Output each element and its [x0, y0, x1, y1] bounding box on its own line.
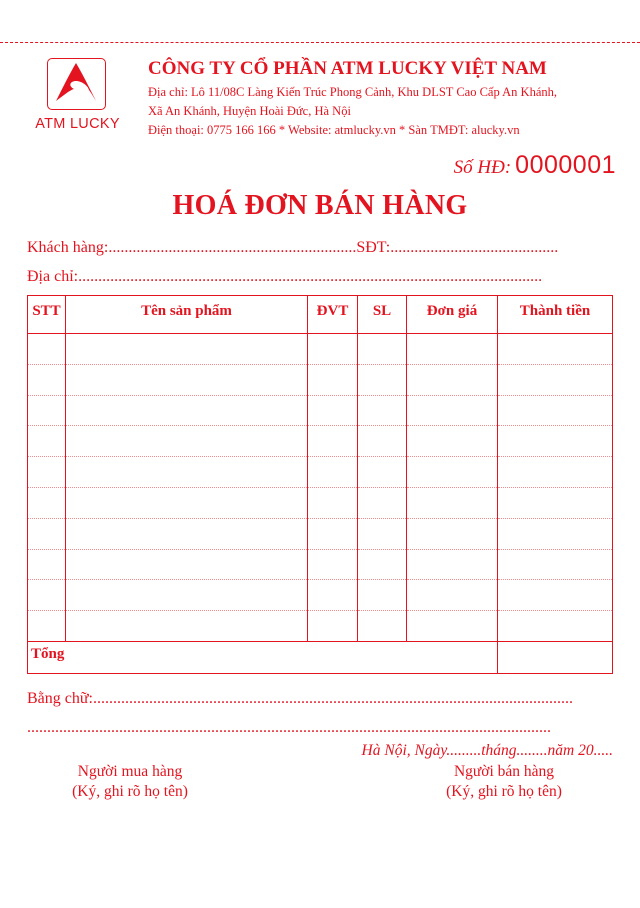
cell-quantity[interactable] — [358, 364, 407, 395]
cell-quantity[interactable] — [358, 426, 407, 457]
cell-unit[interactable] — [308, 364, 358, 395]
cell-stt[interactable] — [28, 364, 66, 395]
table-row — [28, 395, 613, 426]
cell-stt[interactable] — [28, 457, 66, 488]
customer-address-label: Địa chỉ: — [27, 268, 79, 285]
column-header-unit: ĐVT — [308, 296, 358, 334]
cell-product-name[interactable] — [66, 364, 308, 395]
cell-stt[interactable] — [28, 395, 66, 426]
cell-quantity[interactable] — [358, 334, 407, 365]
company-name: CÔNG TY CỔ PHẦN ATM LUCKY VIỆT NAM — [148, 58, 547, 79]
company-logo — [47, 58, 106, 110]
cell-stt[interactable] — [28, 334, 66, 365]
cell-amount[interactable] — [498, 395, 613, 426]
invoice-number — [454, 151, 616, 180]
customer-name-blank[interactable]: .............................................................. — [108, 239, 357, 256]
column-header-amount: Thành tiền — [498, 296, 613, 334]
cell-product-name[interactable] — [66, 611, 308, 642]
cell-unit-price[interactable] — [407, 334, 498, 365]
column-header-quantity: SL — [358, 296, 407, 334]
cell-stt[interactable] — [28, 487, 66, 518]
cell-product-name[interactable] — [66, 518, 308, 549]
amount-in-words-line-2[interactable] — [27, 719, 612, 737]
invoice-title: HOÁ ĐƠN BÁN HÀNG — [172, 190, 468, 221]
cell-amount[interactable] — [498, 549, 613, 580]
customer-address-field[interactable] — [27, 268, 612, 286]
seller-note: (Ký, ghi rõ họ tên) — [446, 783, 562, 800]
cell-product-name[interactable] — [66, 549, 308, 580]
buyer-title: Người mua hàng — [77, 763, 183, 780]
cell-quantity[interactable] — [358, 549, 407, 580]
cell-product-name[interactable] — [66, 487, 308, 518]
cell-unit[interactable] — [308, 487, 358, 518]
total-label: Tổng — [28, 641, 498, 673]
cell-stt[interactable] — [28, 549, 66, 580]
cell-unit-price[interactable] — [407, 426, 498, 457]
cell-amount[interactable] — [498, 426, 613, 457]
seller-title: Người bán hàng — [453, 763, 555, 780]
cell-product-name[interactable] — [66, 457, 308, 488]
company-address-line-1: Địa chỉ: Lô 11/08C Làng Kiến Trúc Phong Cảnh, Khu DLST Cao Cấp An Khánh, — [148, 85, 558, 99]
cell-unit[interactable] — [308, 457, 358, 488]
invoice-items-table — [27, 295, 613, 674]
cut-line-dashed — [0, 42, 640, 43]
table-row — [28, 364, 613, 395]
table-row — [28, 549, 613, 580]
cell-unit[interactable] — [308, 549, 358, 580]
invoice-number-label: Số HĐ: — [453, 157, 512, 178]
cell-unit[interactable] — [308, 611, 358, 642]
table-row — [28, 518, 613, 549]
cell-unit-price[interactable] — [407, 611, 498, 642]
cell-quantity[interactable] — [358, 457, 407, 488]
company-address-line-2: Xã An Khánh, Huyện Hoài Đức, Hà Nội — [148, 104, 351, 118]
cell-product-name[interactable] — [66, 580, 308, 611]
cell-unit-price[interactable] — [407, 457, 498, 488]
cell-quantity[interactable] — [358, 518, 407, 549]
cell-unit[interactable] — [308, 580, 358, 611]
date-line: Hà Nội, Ngày.........tháng........năm 20..... — [361, 742, 613, 759]
cell-unit-price[interactable] — [407, 364, 498, 395]
cell-product-name[interactable] — [66, 426, 308, 457]
customer-name-label: Khách hàng: — [27, 239, 109, 256]
customer-name-field[interactable] — [27, 239, 612, 257]
table-row — [28, 334, 613, 365]
cell-unit[interactable] — [308, 426, 358, 457]
column-header-unit-price: Đơn giá — [407, 296, 498, 334]
cell-product-name[interactable] — [66, 334, 308, 365]
cell-stt[interactable] — [28, 611, 66, 642]
table-row — [28, 457, 613, 488]
table-row — [28, 426, 613, 457]
seller-signature-block — [394, 762, 614, 802]
cell-amount[interactable] — [498, 611, 613, 642]
table-row — [28, 580, 613, 611]
cell-unit-price[interactable] — [407, 395, 498, 426]
cell-amount[interactable] — [498, 487, 613, 518]
phone-blank[interactable]: .......................................... — [390, 239, 559, 256]
cell-amount[interactable] — [498, 580, 613, 611]
table-row — [28, 611, 613, 642]
phone-label: SĐT: — [356, 239, 391, 256]
cell-amount[interactable] — [498, 334, 613, 365]
table-header-row — [28, 296, 613, 334]
customer-address-blank[interactable]: .................................................................................................................... — [78, 268, 543, 285]
cell-quantity[interactable] — [358, 487, 407, 518]
cell-quantity[interactable] — [358, 580, 407, 611]
buyer-note: (Ký, ghi rõ họ tên) — [72, 783, 188, 800]
amount-in-words-label: Bằng chữ: — [27, 690, 93, 707]
column-header-stt: STT — [28, 296, 66, 334]
logo-wordmark: ATM LUCKY — [35, 116, 120, 132]
total-row — [28, 641, 613, 673]
company-contact-line: Điện thoại: 0775 166 166 * Website: atmlucky.vn * Sàn TMĐT: alucky.vn — [148, 123, 520, 137]
cell-amount[interactable] — [498, 518, 613, 549]
cell-unit-price[interactable] — [407, 580, 498, 611]
cell-amount[interactable] — [498, 457, 613, 488]
invoice-number-value: 0000001 — [515, 151, 616, 179]
amount-in-words-blank-2[interactable]: ................................................................................................................................... — [27, 719, 551, 736]
column-header-product-name: Tên sản phẩm — [66, 296, 308, 334]
table-row — [28, 487, 613, 518]
cell-amount[interactable] — [498, 364, 613, 395]
cell-unit[interactable] — [308, 395, 358, 426]
cell-unit[interactable] — [308, 334, 358, 365]
cell-unit[interactable] — [308, 518, 358, 549]
cell-stt[interactable] — [28, 518, 66, 549]
cell-unit-price[interactable] — [407, 549, 498, 580]
buyer-signature-block — [20, 762, 240, 802]
cell-unit-price[interactable] — [407, 487, 498, 518]
cell-quantity[interactable] — [358, 395, 407, 426]
atm-lucky-a-logo-icon — [48, 59, 104, 108]
cell-quantity[interactable] — [358, 611, 407, 642]
cell-unit-price[interactable] — [407, 518, 498, 549]
amount-in-words-field[interactable] — [27, 690, 612, 708]
cell-stt[interactable] — [28, 426, 66, 457]
total-value[interactable] — [498, 641, 613, 673]
cell-product-name[interactable] — [66, 395, 308, 426]
amount-in-words-blank[interactable]: ........................................................................................................................ — [93, 690, 573, 707]
cell-stt[interactable] — [28, 580, 66, 611]
